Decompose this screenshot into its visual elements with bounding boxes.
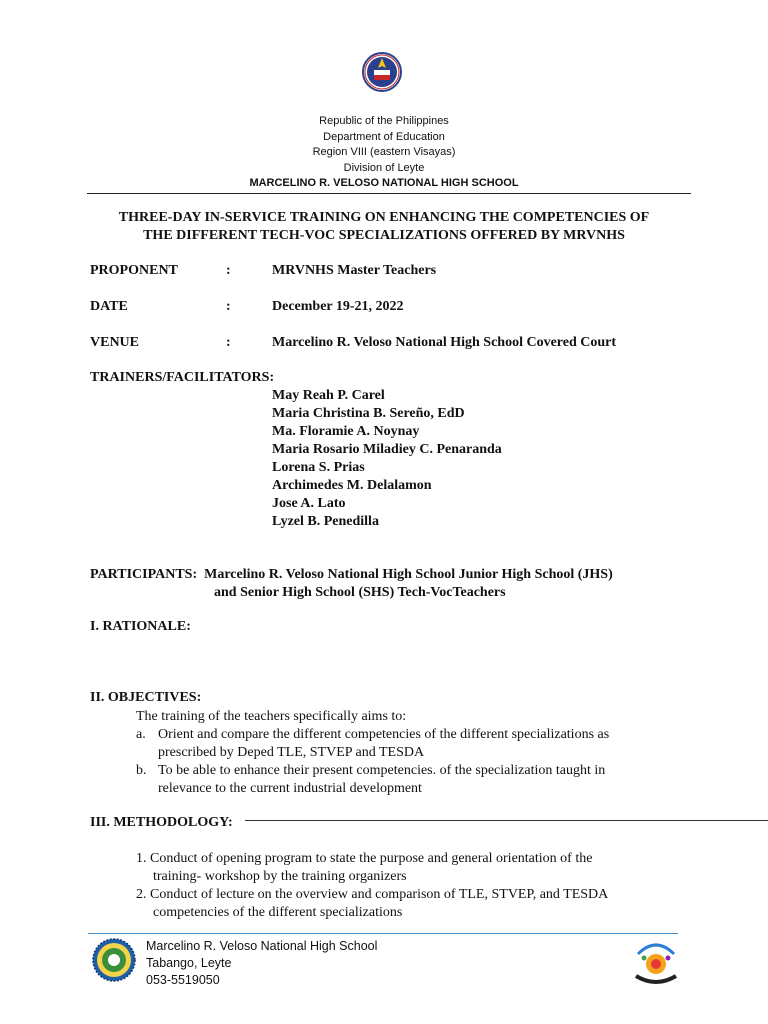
participants (90, 566, 613, 602)
venue-colon: : (226, 335, 231, 350)
deped-seal-icon (362, 52, 402, 92)
proponent-value: MRVNHS Master Teachers (272, 263, 437, 278)
participants-line-1: PARTICIPANTS: Marcelino R. Veloso National High School Junior High School (JHS) (90, 567, 613, 582)
header-line: Division of Leyte (343, 161, 425, 174)
objective-marker: a. (136, 727, 146, 742)
objective-text: To be able to enhance their present competencies. of the specialization taught in (158, 763, 606, 778)
trainer-name: Lorena S. Prias (272, 460, 365, 475)
letterhead (0, 114, 768, 192)
objectives-heading: II. OBJECTIVES: (90, 690, 202, 705)
methodology-text: Conduct of opening program to state the purpose and general orientation of the (150, 851, 593, 866)
objective-text: prescribed by Deped TLE, STVEP and TESDA (158, 744, 425, 760)
objective-text: relevance to the current industrial development (158, 780, 422, 796)
trainer-name: Archimedes M. Delalamon (272, 478, 432, 493)
methodology-text: competencies of the different specializations (153, 904, 403, 920)
venue-label: VENUE (90, 335, 140, 350)
methodology-marker: 2. (136, 887, 147, 902)
trainer-name: May Reah P. Carel (272, 388, 385, 403)
trainer-name: Lyzel B. Penedilla (272, 514, 379, 529)
title-line-2: THE DIFFERENT TECH-VOC SPECIALIZATIONS OFFERED BY MRVNHS (143, 228, 625, 243)
proponent-colon: : (226, 263, 231, 278)
objective-text: Orient and compare the different competencies of the different specializations as (158, 727, 610, 742)
header-line: Region VIII (eastern Visayas) (312, 146, 456, 158)
methodology-divider (245, 820, 768, 821)
project-focus-logo-icon (630, 936, 682, 988)
header-divider (87, 193, 691, 194)
trainer-name: Jose A. Lato (272, 496, 346, 511)
trainers-label: TRAINERS/FACILITATORS: (90, 370, 275, 385)
rationale-heading: I. RATIONALE: (90, 619, 191, 634)
participants-line-2: and Senior High School (SHS) Tech-VocTeachers (214, 585, 506, 600)
methodology-marker: 1. (136, 851, 147, 866)
methodology-text: training- workshop by the training organizers (153, 868, 407, 884)
date-value: December 19-21, 2022 (272, 299, 404, 314)
methodology-item (136, 886, 656, 922)
trainer-name: Maria Christina B. Sereño, EdD (272, 406, 465, 421)
proponent-label: PROPONENT (90, 263, 178, 278)
header-line: Republic of the Philippines (319, 115, 449, 127)
footer-divider (88, 933, 678, 934)
footer-school-name: Marcelino R. Veloso National High School (146, 939, 378, 953)
methodology-text: Conduct of lecture on the overview and comparison of TLE, STVEP, and TESDA (150, 887, 609, 902)
trainer-name: Maria Rosario Miladiey C. Penaranda (272, 442, 502, 457)
school-logo-icon (92, 938, 136, 982)
header-line: Department of Education (323, 130, 445, 143)
objective-item (136, 762, 656, 798)
date-colon: : (226, 299, 231, 314)
methodology-heading: III. METHODOLOGY: (90, 815, 233, 830)
footer-phone: 053-5519050 (146, 973, 220, 987)
document-title (0, 209, 768, 245)
venue-value: Marcelino R. Veloso National High School Covered Court (272, 335, 617, 350)
title-line-1: THREE-DAY IN-SERVICE TRAINING ON ENHANCING THE COMPETENCIES OF (118, 210, 650, 225)
footer-address: Tabango, Leyte (146, 956, 232, 970)
trainers-list (272, 387, 502, 531)
trainer-name: Ma. Floramie A. Noynay (272, 424, 420, 439)
objectives-intro: The training of the teachers specifically aims to: (136, 709, 407, 724)
methodology-item (136, 850, 656, 886)
header-school-name: MARCELINO R. VELOSO NATIONAL HIGH SCHOOL (249, 177, 519, 189)
objective-marker: b. (136, 763, 147, 778)
date-label: DATE (90, 299, 128, 314)
footer-contact (146, 938, 377, 989)
objective-item (136, 726, 656, 762)
